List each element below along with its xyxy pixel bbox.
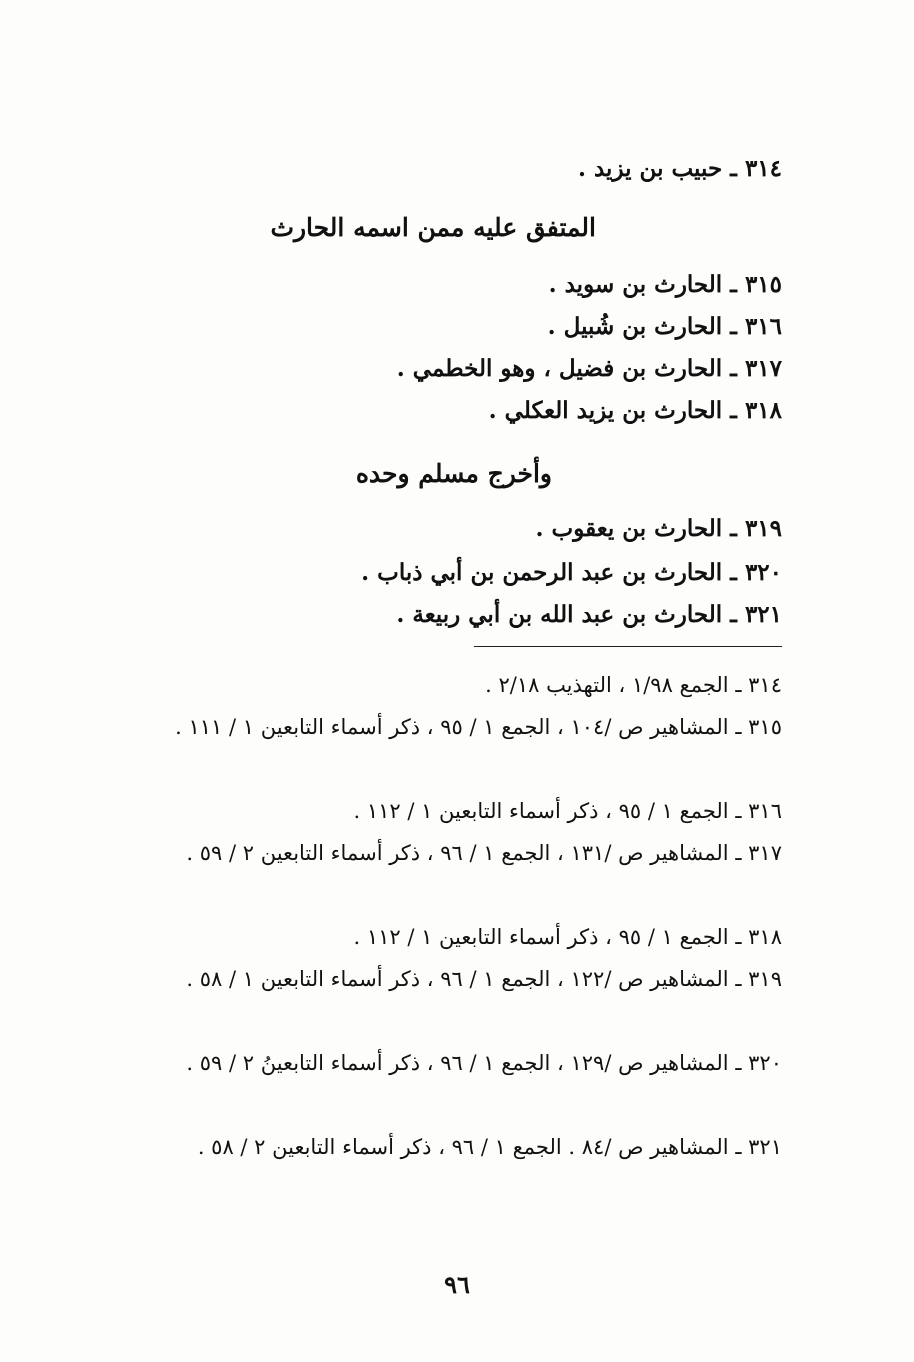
section-heading-agreed: المتفق عليه ممن اسمه الحارث: [270, 213, 596, 242]
entry-number: ٣٢١: [744, 601, 782, 628]
footnote-319: ٣١٩ ـ المشاهير ص /١٢٢ ، الجمع ١ / ٩٦ ، ذكر أسماء التابعين ١ / ٥٨ .: [186, 967, 782, 991]
entry-314: ٣١٤ ـ حبيب بن يزيد .: [577, 155, 782, 182]
footnote-text: الجمع ١ / ٩٥ ، ذكر أسماء التابعين ١ / ١١٢ .: [353, 925, 729, 949]
footnote-317: ٣١٧ ـ المشاهير ص /١٣١ ، الجمع ١ / ٩٦ ، ذكر أسماء التابعين ٢ / ٥٩ .: [186, 841, 782, 865]
footnote-321: ٣٢١ ـ المشاهير ص /٨٤ . الجمع ١ / ٩٦ ، ذكر أسماء التابعين ٢ / ٥٨ .: [197, 1135, 782, 1159]
entry-text: الحارث بن يزيد العكلي .: [488, 397, 723, 424]
entry-321: ٣٢١ ـ الحارث بن عبد الله بن أبي ربيعة .: [396, 601, 782, 628]
entry-318: ٣١٨ ـ الحارث بن يزيد العكلي .: [488, 397, 782, 424]
page-number: ٩٦: [444, 1270, 470, 1299]
footnote-text: المشاهير ص /١٣١ ، الجمع ١ / ٩٦ ، ذكر أسماء التابعين ٢ / ٥٩ .: [186, 841, 729, 865]
entry-320: ٣٢٠ ـ الحارث بن عبد الرحمن بن أبي ذباب .: [361, 559, 782, 586]
footnote-divider: [474, 646, 782, 647]
entry-number: ٣١٩: [744, 515, 782, 542]
footnote-number: ٣١٩: [748, 967, 782, 991]
footnote-318: ٣١٨ ـ الجمع ١ / ٩٥ ، ذكر أسماء التابعين ١ / ١١٢ .: [353, 925, 782, 949]
footnote-number: ٣٢٠: [748, 1051, 782, 1075]
footnote-number: ٣١٧: [748, 841, 782, 865]
entry-316: ٣١٦ ـ الحارث بن شُبيل .: [547, 313, 782, 340]
footnote-text: المشاهير ص /١٢٢ ، الجمع ١ / ٩٦ ، ذكر أسماء التابعين ١ / ٥٨ .: [186, 967, 729, 991]
entry-number: ٣١٥: [744, 271, 782, 298]
entry-text: الحارث بن شُبيل .: [547, 313, 723, 340]
footnote-number: ٣٢١: [748, 1135, 782, 1159]
footnote-number: ٣١٥: [748, 715, 782, 739]
footnote-number: ٣١٤: [748, 673, 782, 697]
footnote-text: المشاهير ص /١٢٩ ، الجمع ١ / ٩٦ ، ذكر أسماء التابعينُ ٢ / ٥٩ .: [186, 1051, 729, 1075]
entry-text: الحارث بن فضيل ، وهو الخطمي .: [396, 355, 723, 382]
footnote-320: ٣٢٠ ـ المشاهير ص /١٢٩ ، الجمع ١ / ٩٦ ، ذكر أسماء التابعينُ ٢ / ٥٩ .: [186, 1051, 782, 1075]
entry-text: الحارث بن عبد الرحمن بن أبي ذباب .: [361, 559, 723, 586]
footnote-text: الجمع ١/٩٨ ، التهذيب ٢/١٨ .: [485, 673, 729, 697]
entry-text: الحارث بن سويد .: [548, 271, 723, 298]
entry-319: ٣١٩ ـ الحارث بن يعقوب .: [535, 515, 782, 542]
entry-text: الحارث بن يعقوب .: [535, 515, 723, 542]
entry-number: ٣١٧: [744, 355, 782, 382]
entry-number: ٣٢٠: [744, 559, 782, 586]
footnote-number: ٣١٦: [748, 799, 782, 823]
entry-315: ٣١٥ ـ الحارث بن سويد .: [548, 271, 782, 298]
footnote-315: ٣١٥ ـ المشاهير ص /١٠٤ ، الجمع ١ / ٩٥ ، ذكر أسماء التابعين ١ / ١١١ .: [175, 715, 782, 739]
section-heading-muslim-only: وأخرج مسلم وحده: [355, 459, 552, 488]
footnote-text: المشاهير ص /١٠٤ ، الجمع ١ / ٩٥ ، ذكر أسماء التابعين ١ / ١١١ .: [175, 715, 729, 739]
footnote-314: ٣١٤ ـ الجمع ١/٩٨ ، التهذيب ٢/١٨ .: [485, 673, 782, 697]
entry-number: ٣١٦: [744, 313, 782, 340]
entry-text: الحارث بن عبد الله بن أبي ربيعة .: [396, 601, 723, 628]
entry-text: حبيب بن يزيد .: [577, 155, 723, 182]
footnote-text: المشاهير ص /٨٤ . الجمع ١ / ٩٦ ، ذكر أسماء التابعين ٢ / ٥٨ .: [197, 1135, 729, 1159]
entry-number: ٣١٨: [744, 397, 782, 424]
entry-317: ٣١٧ ـ الحارث بن فضيل ، وهو الخطمي .: [396, 355, 782, 382]
footnote-number: ٣١٨: [748, 925, 782, 949]
entry-number: ٣١٤: [744, 155, 782, 182]
footnote-text: الجمع ١ / ٩٥ ، ذكر أسماء التابعين ١ / ١١٢ .: [353, 799, 729, 823]
footnote-316: ٣١٦ ـ الجمع ١ / ٩٥ ، ذكر أسماء التابعين ١ / ١١٢ .: [353, 799, 782, 823]
